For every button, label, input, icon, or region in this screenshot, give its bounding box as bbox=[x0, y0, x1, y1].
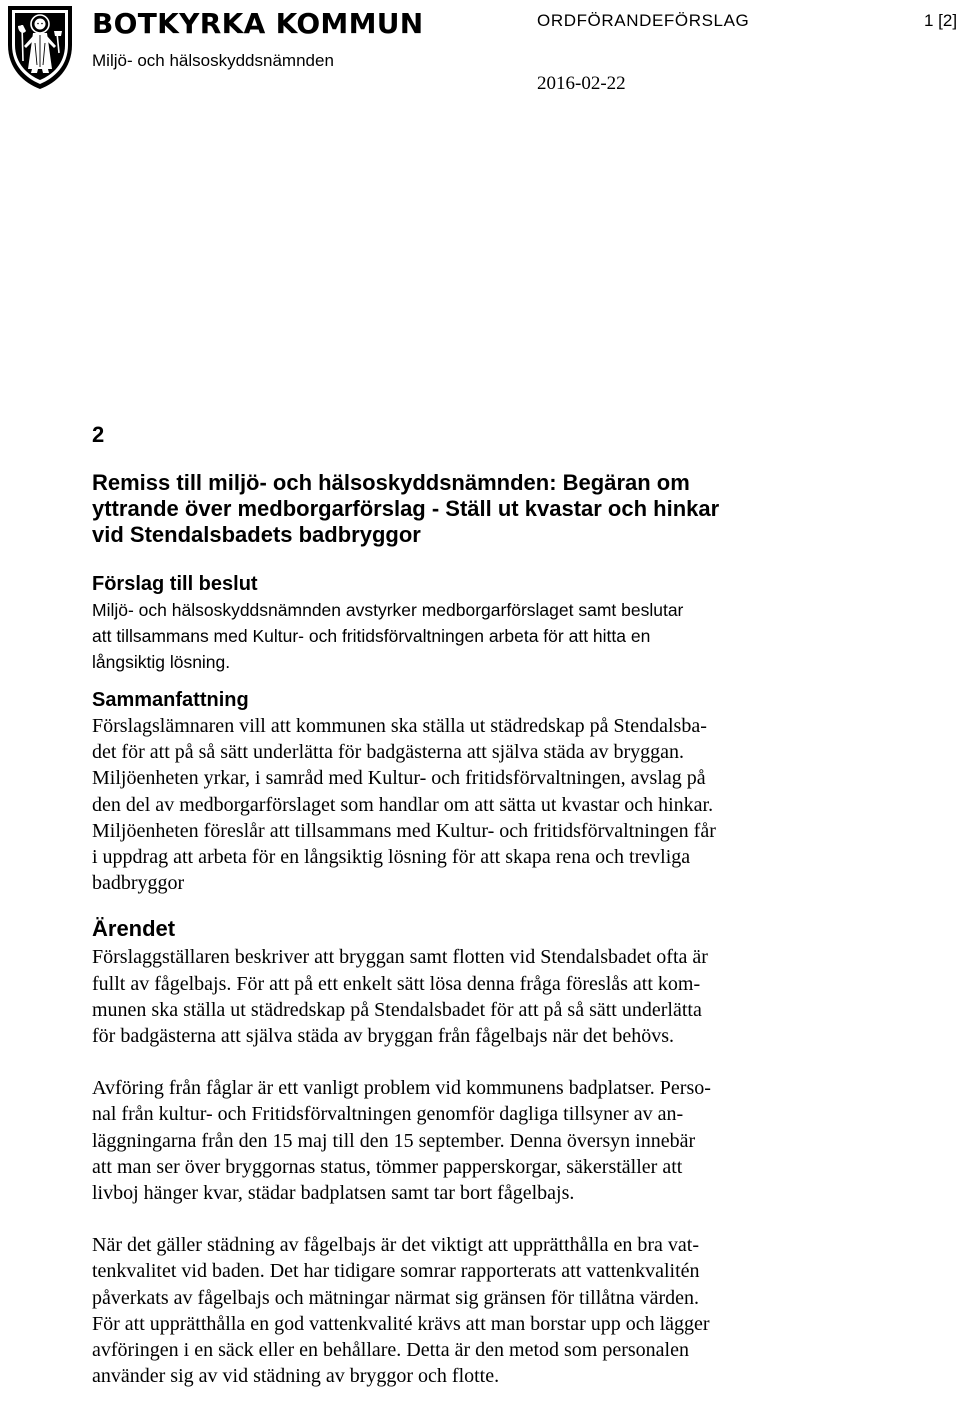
text-line: Miljö- och hälsoskyddsnämnden avstyrker medborgarförslaget samt beslutar bbox=[92, 600, 684, 620]
proposal-section bbox=[92, 571, 852, 675]
matter-paragraph bbox=[92, 944, 852, 1049]
text-line: använder sig av vid städning av bryggor och flotte. bbox=[92, 1365, 500, 1388]
text-line: långsiktig lösning. bbox=[92, 652, 231, 672]
text-line: För att upprätthålla en god vattenkvalité krävs att man borstar upp och lägger bbox=[92, 1312, 710, 1335]
document-type-label: ORDFÖRANDEFÖRSLAG bbox=[537, 11, 750, 30]
text-line: att man ser över bryggornas status, tömmer papperskorgar, säkerställer att bbox=[92, 1155, 683, 1178]
document-title bbox=[92, 470, 852, 548]
department-name: Miljö- och hälsoskyddsnämnden bbox=[92, 51, 334, 70]
text-line: fullt av fågelbajs. För att på ett enkelt sätt lösa denna fråga föreslås att kom- bbox=[92, 972, 701, 995]
item-number: 2 bbox=[92, 422, 105, 447]
text-line: När det gäller städning av fågelbajs är det viktigt att upprätthålla en bra vat- bbox=[92, 1234, 699, 1257]
text-line: Miljöenheten föreslår att tillsammans med Kultur- och fritidsförvaltningen får bbox=[92, 819, 716, 842]
document-body bbox=[92, 420, 852, 1389]
text-line: munen ska ställa ut städredskap på Stendalsbadet för att på så sätt underlätta bbox=[92, 998, 702, 1021]
title-line: yttrande över medborgarförslag - Ställ ut kvastar och hinkar bbox=[92, 496, 720, 521]
text-line: livboj hänger kvar, städar badplatsen samt tar bort fågelbajs. bbox=[92, 1182, 575, 1205]
text-line: tenkvalitet vid baden. Det har tidigare somrar rapporterats att vattenkvalitén bbox=[92, 1260, 700, 1283]
title-line: Remiss till miljö- och hälsoskyddsnämnden: Begäran om bbox=[92, 470, 690, 495]
summary-section bbox=[92, 687, 852, 896]
title-line: vid Stendalsbadets badbryggor bbox=[92, 522, 421, 547]
text-line: Förslaggställaren beskriver att bryggan samt flotten vid Stendalsbadet ofta är bbox=[92, 946, 708, 969]
text-line: avföringen i en säck eller en behållare. Detta är den metod som personalen bbox=[92, 1339, 689, 1362]
matter-paragraph bbox=[92, 1075, 852, 1206]
text-line: den del av medborgarförslaget som handlar om att sätta ut kvastar och hinkar. bbox=[92, 793, 714, 816]
text-line: att tillsammans med Kultur- och fritidsförvaltningen arbeta för att hitta en bbox=[92, 626, 651, 646]
organization-name: BOTKYRKA KOMMUN bbox=[92, 7, 424, 40]
proposal-text bbox=[92, 597, 852, 675]
text-line: för badgästerna att själva städa av bryggan från fågelbajs när det behövs. bbox=[92, 1025, 674, 1048]
text-line: läggningarna från den 15 maj till den 15 september. Denna översyn innebär bbox=[92, 1129, 696, 1152]
matter-paragraph bbox=[92, 1232, 852, 1389]
matter-heading: Ärendet bbox=[92, 916, 176, 942]
summary-heading: Sammanfattning bbox=[92, 689, 249, 711]
text-line: i uppdrag att arbeta för en långsiktig lösning för att skapa rena och trevliga bbox=[92, 846, 691, 869]
page-indicator: 1 [2] bbox=[924, 11, 958, 30]
text-line: det för att på så sätt underlätta för badgästerna att själva städa av bryggan. bbox=[92, 741, 684, 764]
summary-text bbox=[92, 713, 852, 896]
text-line: påverkats av fågelbajs och mätningar närmat sig gränsen för tillåtna värden. bbox=[92, 1286, 699, 1309]
document-date: 2016-02-22 bbox=[537, 73, 626, 94]
text-line: badbryggor bbox=[92, 872, 185, 895]
text-line: Miljöenheten yrkar, i samråd med Kultur- och fritidsförvaltningen, avslag på bbox=[92, 767, 706, 790]
text-line: Förslagslämnaren vill att kommunen ska ställa ut städredskap på Stendalsba- bbox=[92, 715, 707, 737]
matter-section bbox=[92, 914, 852, 1389]
proposal-heading: Förslag till beslut bbox=[92, 573, 258, 595]
text-line: Avföring från fåglar är ett vanligt problem vid kommunens badplatser. Perso- bbox=[92, 1077, 711, 1100]
text-line: nal från kultur- och Fritidsförvaltningen genomför dagliga tillsyner av an- bbox=[92, 1103, 684, 1126]
municipal-coat-of-arms-icon bbox=[4, 3, 76, 91]
